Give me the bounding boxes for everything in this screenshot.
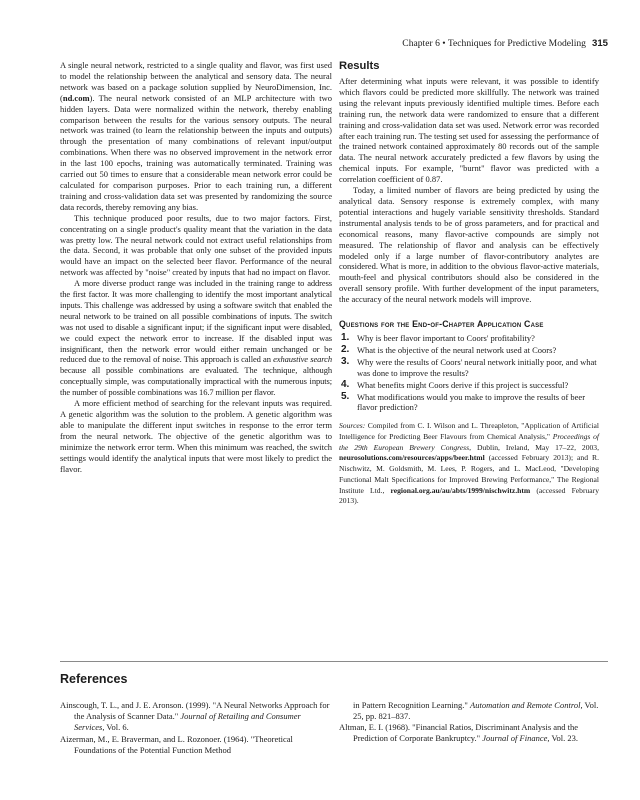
right-column	[339, 60, 599, 507]
paragraph-neural-network-setup: A single neural network, restricted to a single quality and flavor, was first used to model the relationship between the analytical and sensory data. The neural network was based on a package solution supplied by NeuroDimension, Inc. (nd.com). The neural network consisted of an MLP architecture with two hidden layers. Data were normalized within the network, thereby enabling comparison between the results for the various sensory outputs. The neural network was trained (to learn the relationship between the inputs and outputs) through the presentation of many combinations of relevant input/output combinations. When there was no observed improvement in the network error in the last 100 epochs, training was automatically terminated. Training was carried out 50 times to ensure that a considerable mean network error could be calculated for comparison purposes. Prior to each training run, a different training and cross-validation data set was presented by randomizing the source data records, thereby removing any bias.	[60, 60, 332, 212]
references-heading: References	[60, 672, 128, 686]
left-column	[60, 60, 332, 474]
paragraph-genetic-algorithm: A more efficient method of searching for the relevant inputs was required. A genetic algorithm was the solution to the problem. A genetic algorithm was able to manipulate the different input switches in response to the error term from the neural network. The objective of the genetic algorithm was to minimize the network error term. When this minimum was reached, the switch settings would identify the analytical inputs that were most likely to predict the flavor.	[60, 398, 332, 474]
questions-heading: Questions for the End-of-Chapter Application Case	[339, 319, 544, 330]
question-item: 2. What is the objective of the neural network used at Coors?	[341, 343, 557, 355]
question-item: 3. Why were the results of Coors' neural network initially poor, and what was done to improve the results?	[341, 355, 597, 378]
paragraph-poor-results: This technique produced poor results, due to two major factors. First, concentrating on a single product's quality meant that the variation in the data was pretty low. The neural network could not extract useful relationships from the data. Second, it was probable that only one subset of the provided inputs would have an impact on the selected beer flavor. Performance of the neural network was affected by "noise" created by inputs that had no impact on flavor.	[60, 212, 332, 278]
section-divider	[60, 661, 608, 662]
question-item: 4. What benefits might Coors derive if this project is successful?	[341, 378, 569, 390]
reference-entry: Aizerman, M., E. Braverman, and L. Rozonoer. (1964). "Theoretical Foundations of the Potential Function Method	[60, 733, 293, 755]
results-heading: Results	[339, 60, 380, 72]
link-regional-org[interactable]: regional.org.au/au/abts/1999/nischwitz.htm	[390, 485, 531, 495]
sources-note: Sources: Compiled from C. I. Wilson and L. Threapleton, "Application of Artificial Intelligence for Predicting Beer Flavours from Chemical Analysis," Proceedings of the 29th European Brewery Congress, Dublin, Ireland, May 17–22, 2003, neurosolutions.com/resources/apps/beer.html (accessed February 2013); and R. Nischwitz, M. Goldsmith, M. Lees, P. Rogers, and L. MacLeod, "Developing Functional Malt Specifications for Improved Brewing Performance," The Regional Institute Ltd., regional.org.au/au/abts/1999/nischwitz.htm (accessed February 2013).	[339, 421, 599, 506]
link-neurosolutions[interactable]: neurosolutions.com/resources/apps/beer.html	[339, 453, 485, 463]
reference-entry: Ainscough, T. L., and J. E. Aronson. (1999). "A Neural Networks Approach for the Analysis of Scanner Data." Journal of Retailing and Consumer Services, Vol. 6.	[60, 700, 330, 732]
question-item: 5. What modifications would you make to improve the results of beer flavor prediction?	[341, 390, 586, 413]
page-number: 315	[591, 38, 608, 49]
link-nd-com[interactable]: nd.com	[62, 92, 90, 103]
reference-entry: Altman, E. I. (1968). "Financial Ratios, Discriminant Analysis and the Prediction of Corporate Bankruptcy." Journal of Finance, Vol. 23.	[339, 721, 579, 743]
running-title: Chapter 6 • Techniques for Predictive Modeling	[402, 38, 586, 49]
paragraph-results: After determining what inputs were relevant, it was possible to identify which flavors could be predicted more skillfully. The network was trained using the relevant inputs previously identified multiple times. Before each training run, the network data were randomized to ensure that a different training and cross-validation data set was used. Network error was recorded after each training run. The testing set used for assessing the performance of the trained network contained approximately 80 records out of the sample data. The neural network accurately predicted a few flavors by using the chemical inputs. For example, "burnt" flavor was predicted with a correlation coefficient of 0.87.	[339, 76, 599, 185]
running-header	[60, 38, 608, 52]
references-right-column	[339, 700, 601, 745]
paragraph-limited-flavors: Today, a limited number of flavors are being predicted by using the analytical data. Sensory response is extremely complex, with many potential interactions and hugely variable sensitivity thresholds. Standard instrumental analysis tends to be of gross parameters, and for practical and economical reasons, many flavor-active compounds are simply not measured. The relationship of flavor and analysis can be effectively modeled only if a large number of flavor-contributory analytes are considered. What is more, in addition to the obvious flavor-active materials, mouth-feel and physical contributors should also be considered in the overall sensory profile. With further development of the input parameters, the accuracy of the neural network models will improve.	[339, 185, 599, 305]
paragraph-exhaustive-search: A more diverse product range was included in the training range to address the first factor. It was more challenging to identify the most important analytical inputs. This challenge was addressed by using a software switch that enabled the neural network to be trained on all possible combinations of inputs. The switch was not used to disable a significant input; if the significant input were disabled, we could expect the network error to increase. If the disabled input was insignificant, then the network error would either remain unchanged or be reduced due to the removal of noise. This approach is called an exhaustive search because all possible combinations are evaluated. The technique, although conceptually simple, was computationally impractical with the numerous inputs; the number of possible combinations was 16.7 million per flavor.	[60, 278, 332, 398]
term-exhaustive-search: exhaustive search	[273, 354, 332, 365]
question-item: 1. Why is beer flavor important to Coors' profitability?	[341, 332, 535, 344]
questions-list	[339, 333, 599, 413]
references-left-column	[60, 700, 330, 757]
reference-entry-continued: in Pattern Recognition Learning." Automation and Remote Control, Vol. 25, pp. 821–837.	[353, 700, 599, 721]
